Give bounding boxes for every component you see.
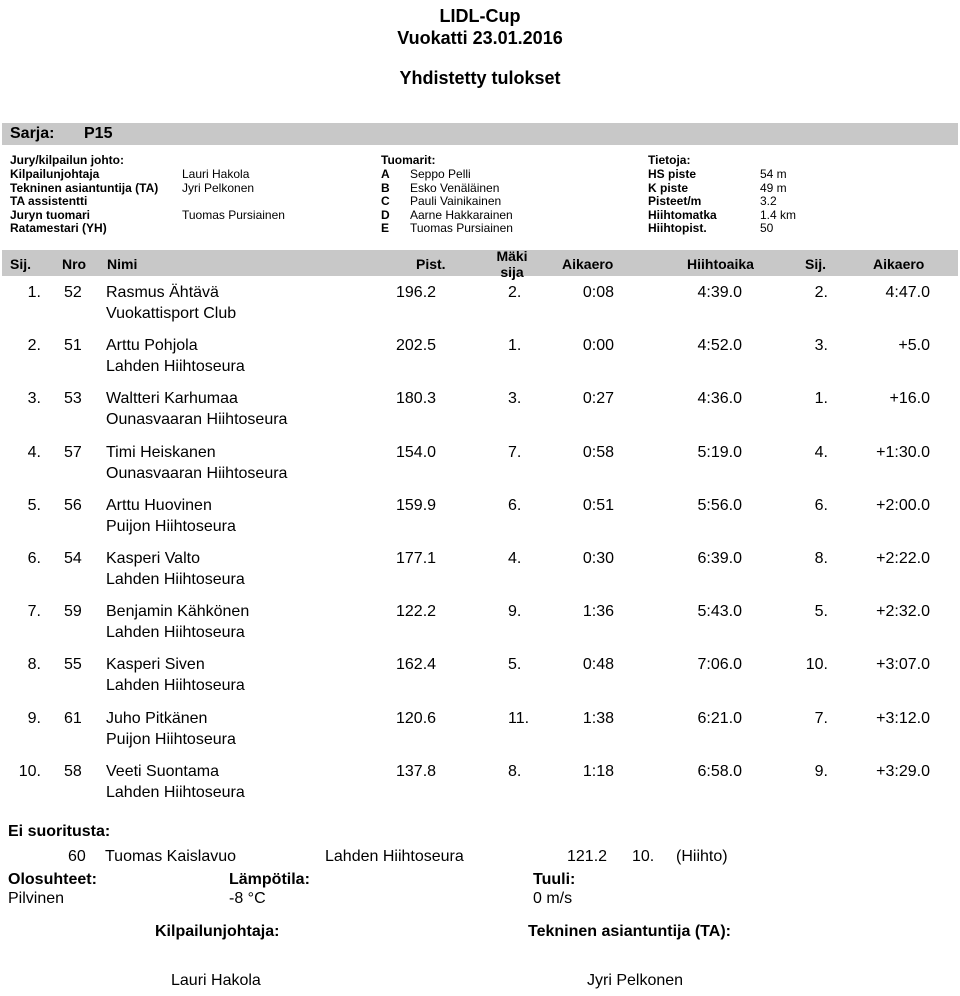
ta-signature-label: Tekninen asiantuntija (TA): xyxy=(528,923,731,940)
athlete-name: Waltteri Karhumaa xyxy=(106,390,238,408)
jump-gap: 1:38 xyxy=(582,709,614,727)
jury-heading: Jury/kilpailun johto: xyxy=(10,153,125,167)
jury-name: Tuomas Pursiainen xyxy=(182,207,285,222)
final-rank: 5. xyxy=(814,603,828,621)
final-rank: 10. xyxy=(805,656,828,674)
series-label: Sarja: xyxy=(10,125,55,142)
final-gap: +3:29.0 xyxy=(876,762,930,780)
page-title: LIDL-Cup xyxy=(439,6,521,26)
info-key: K piste xyxy=(648,180,689,195)
athlete-name: Juho Pitkänen xyxy=(106,709,208,727)
col-ski-time: Hiihtoaika xyxy=(687,256,754,272)
info-key: Hiihtopist. xyxy=(648,221,707,235)
jump-points: 154.0 xyxy=(396,443,437,461)
result-rank: 4. xyxy=(27,443,41,461)
jury-role: Ratamestari (YH) xyxy=(10,221,107,235)
info-value: 49 m xyxy=(760,180,787,195)
jump-gap: 1:36 xyxy=(582,603,614,621)
athlete-club: Ounasvaaran Hiihtoseura xyxy=(106,464,288,482)
col-rank: Sij. xyxy=(10,256,32,272)
jump-rank: 7. xyxy=(508,443,522,461)
table-row xyxy=(0,497,960,551)
ski-time: 6:39.0 xyxy=(697,550,742,567)
dnf-note: (Hiihto) xyxy=(676,848,728,865)
col-gap: Aikaero xyxy=(562,256,614,272)
judge-name: Aarne Hakkarainen xyxy=(410,207,513,222)
athlete-name: Arttu Huovinen xyxy=(106,496,212,514)
result-bib: 52 xyxy=(64,284,82,301)
athlete-name: Arttu Pohjola xyxy=(106,337,198,355)
athlete-club: Lahden Hiihtoseura xyxy=(106,677,245,695)
jump-points: 202.5 xyxy=(396,337,437,355)
weather-value: Pilvinen xyxy=(8,890,65,907)
result-bib: 61 xyxy=(64,709,82,727)
judge-letter: D xyxy=(381,207,390,222)
jump-gap: 0:00 xyxy=(582,337,614,355)
final-gap: +2:00.0 xyxy=(876,496,930,514)
jump-points: 159.9 xyxy=(396,496,437,514)
event-date-location: Vuokatti 23.01.2016 xyxy=(397,28,563,48)
result-bib: 56 xyxy=(64,496,82,514)
result-bib: 58 xyxy=(64,762,82,780)
weather-label: Olosuhteet: xyxy=(8,871,97,888)
result-rank: 5. xyxy=(27,496,41,514)
jump-points: 180.3 xyxy=(396,390,437,408)
table-row xyxy=(0,284,960,338)
col-bib: Nro xyxy=(62,256,87,272)
ski-time: 6:21.0 xyxy=(697,709,742,727)
final-rank: 9. xyxy=(814,762,828,780)
info-value: 54 m xyxy=(760,167,787,181)
ski-time: 5:43.0 xyxy=(697,603,742,621)
judge-name: Tuomas Pursiainen xyxy=(410,221,513,235)
ski-time: 5:19.0 xyxy=(697,443,742,461)
jury-role: TA assistentti xyxy=(10,194,88,208)
col-final-gap: Aikaero xyxy=(873,256,925,272)
judge-letter: E xyxy=(381,221,390,235)
table-row xyxy=(0,603,960,657)
dnf-points: 121.2 xyxy=(567,848,608,865)
jump-gap: 0:08 xyxy=(582,284,614,301)
final-rank: 6. xyxy=(814,496,828,514)
info-value: 1.4 km xyxy=(760,207,797,222)
jump-points: 137.8 xyxy=(396,762,437,780)
info-heading: Tietoja: xyxy=(648,153,691,167)
final-rank: 7. xyxy=(814,709,828,727)
jury-role: Kilpailunjohtaja xyxy=(10,167,100,181)
ski-time: 6:58.0 xyxy=(697,762,742,780)
director-signature-name: Lauri Hakola xyxy=(171,972,261,989)
jump-gap: 0:30 xyxy=(582,550,614,567)
final-gap: +2:32.0 xyxy=(876,603,930,621)
final-rank: 2. xyxy=(814,284,828,301)
ski-time: 7:06.0 xyxy=(697,656,742,674)
jump-gap: 0:48 xyxy=(582,656,614,674)
final-gap: 4:47.0 xyxy=(885,284,930,301)
athlete-name: Benjamin Kähkönen xyxy=(106,603,250,621)
judge-letter: B xyxy=(381,180,390,195)
table-row xyxy=(0,763,960,817)
table-row xyxy=(0,656,960,710)
jump-points: 120.6 xyxy=(396,709,437,727)
result-bib: 51 xyxy=(64,337,82,355)
info-key: Pisteet/m xyxy=(648,194,702,208)
jump-gap: 0:27 xyxy=(582,390,614,408)
jump-rank: 3. xyxy=(508,390,522,408)
athlete-name: Rasmus Ähtävä xyxy=(106,284,219,301)
result-rank: 1. xyxy=(27,284,41,301)
jump-points: 177.1 xyxy=(396,550,437,567)
final-gap: +16.0 xyxy=(889,390,930,408)
judge-letter: C xyxy=(381,194,390,208)
info-key: HS piste xyxy=(648,167,697,181)
athlete-club: Puijon Hiihtoseura xyxy=(106,517,236,535)
final-gap: +5.0 xyxy=(898,337,930,355)
jump-points: 122.2 xyxy=(396,603,437,621)
result-rank: 6. xyxy=(27,550,41,567)
jump-rank: 9. xyxy=(508,603,522,621)
result-rank: 3. xyxy=(27,390,41,408)
result-bib: 55 xyxy=(64,656,82,674)
final-gap: +3:07.0 xyxy=(876,656,930,674)
ski-time: 4:52.0 xyxy=(697,337,742,355)
director-signature-label: Kilpailunjohtaja: xyxy=(155,923,280,940)
jump-rank: 1. xyxy=(508,337,522,355)
result-bib: 54 xyxy=(64,550,82,567)
col-jump-rank xyxy=(492,248,532,280)
jump-gap: 0:51 xyxy=(582,496,614,514)
series-bar xyxy=(2,123,958,145)
athlete-club: Lahden Hiihtoseura xyxy=(106,624,245,642)
jump-rank: 5. xyxy=(508,656,522,674)
col-jump-rank-line2: sija xyxy=(500,264,524,280)
result-rank: 8. xyxy=(27,656,41,674)
athlete-name: Veeti Suontama xyxy=(106,762,219,780)
judge-name: Esko Venäläinen xyxy=(410,180,500,195)
series-value: P15 xyxy=(84,125,113,142)
results-title: Yhdistetty tulokset xyxy=(399,68,561,88)
jump-gap: 1:18 xyxy=(582,762,614,780)
result-bib: 59 xyxy=(64,603,82,621)
col-name: Nimi xyxy=(107,256,138,272)
dnf-club: Lahden Hiihtoseura xyxy=(325,848,464,865)
info-key: Hiihtomatka xyxy=(648,207,717,222)
table-row xyxy=(0,390,960,444)
athlete-club: Lahden Hiihtoseura xyxy=(106,571,245,588)
col-points: Pist. xyxy=(416,256,446,272)
result-rank: 2. xyxy=(27,337,41,355)
jump-points: 162.4 xyxy=(396,656,437,674)
table-row xyxy=(0,337,960,391)
temperature-label: Lämpötila: xyxy=(229,871,310,888)
result-bib: 53 xyxy=(64,390,82,408)
jump-rank: 11. xyxy=(508,709,530,727)
dnf-bib: 60 xyxy=(68,848,86,865)
jump-rank: 4. xyxy=(508,550,522,567)
table-row xyxy=(0,710,960,764)
ski-time: 4:36.0 xyxy=(697,390,742,408)
temperature-value: -8 °C xyxy=(229,890,266,907)
judge-name: Pauli Vainikainen xyxy=(410,194,502,208)
table-row xyxy=(0,444,960,498)
final-gap: +3:12.0 xyxy=(876,709,930,727)
dnf-name: Tuomas Kaislavuo xyxy=(105,848,237,865)
table-row xyxy=(0,550,960,604)
result-rank: 7. xyxy=(27,603,41,621)
final-rank: 4. xyxy=(814,443,828,461)
final-rank: 8. xyxy=(814,550,828,567)
athlete-name: Kasperi Valto xyxy=(106,550,200,567)
jury-name: Jyri Pelkonen xyxy=(182,180,255,195)
dnf-heading: Ei suoritusta: xyxy=(8,823,111,840)
jury-role: Juryn tuomari xyxy=(10,207,91,222)
athlete-club: Lahden Hiihtoseura xyxy=(106,358,245,376)
jump-rank: 8. xyxy=(508,762,522,780)
final-gap: +2:22.0 xyxy=(876,550,930,567)
judge-letter: A xyxy=(381,167,390,181)
judge-name: Seppo Pelli xyxy=(410,167,471,181)
jump-rank: 2. xyxy=(508,284,522,301)
judges-heading: Tuomarit: xyxy=(381,153,436,167)
col-final-rank: Sij. xyxy=(805,256,827,272)
final-gap: +1:30.0 xyxy=(876,443,930,461)
athlete-club: Puijon Hiihtoseura xyxy=(106,730,236,748)
wind-label: Tuuli: xyxy=(533,871,576,888)
result-rank: 9. xyxy=(27,709,41,727)
jump-points: 196.2 xyxy=(396,284,437,301)
athlete-club: Vuokattisport Club xyxy=(106,305,237,322)
ski-time: 5:56.0 xyxy=(697,496,742,514)
result-bib: 57 xyxy=(64,443,82,461)
athlete-name: Timi Heiskanen xyxy=(106,443,216,461)
info-value: 50 xyxy=(760,221,774,235)
jump-rank: 6. xyxy=(508,496,522,514)
dnf-jump-rank: 10. xyxy=(632,848,655,865)
athlete-club: Ounasvaaran Hiihtoseura xyxy=(106,411,288,429)
info-value: 3.2 xyxy=(760,194,777,208)
jury-role: Tekninen asiantuntija (TA) xyxy=(10,180,159,195)
result-rank: 10. xyxy=(18,762,41,780)
athlete-name: Kasperi Siven xyxy=(106,656,205,674)
final-rank: 3. xyxy=(814,337,828,355)
ta-signature-name: Jyri Pelkonen xyxy=(587,972,684,989)
col-jump-rank-line1: Mäki xyxy=(496,248,528,264)
ski-time: 4:39.0 xyxy=(697,284,742,301)
wind-value: 0 m/s xyxy=(533,890,573,907)
jury-name: Lauri Hakola xyxy=(182,167,250,181)
final-rank: 1. xyxy=(814,390,828,408)
jump-gap: 0:58 xyxy=(582,443,614,461)
athlete-club: Lahden Hiihtoseura xyxy=(106,783,245,801)
